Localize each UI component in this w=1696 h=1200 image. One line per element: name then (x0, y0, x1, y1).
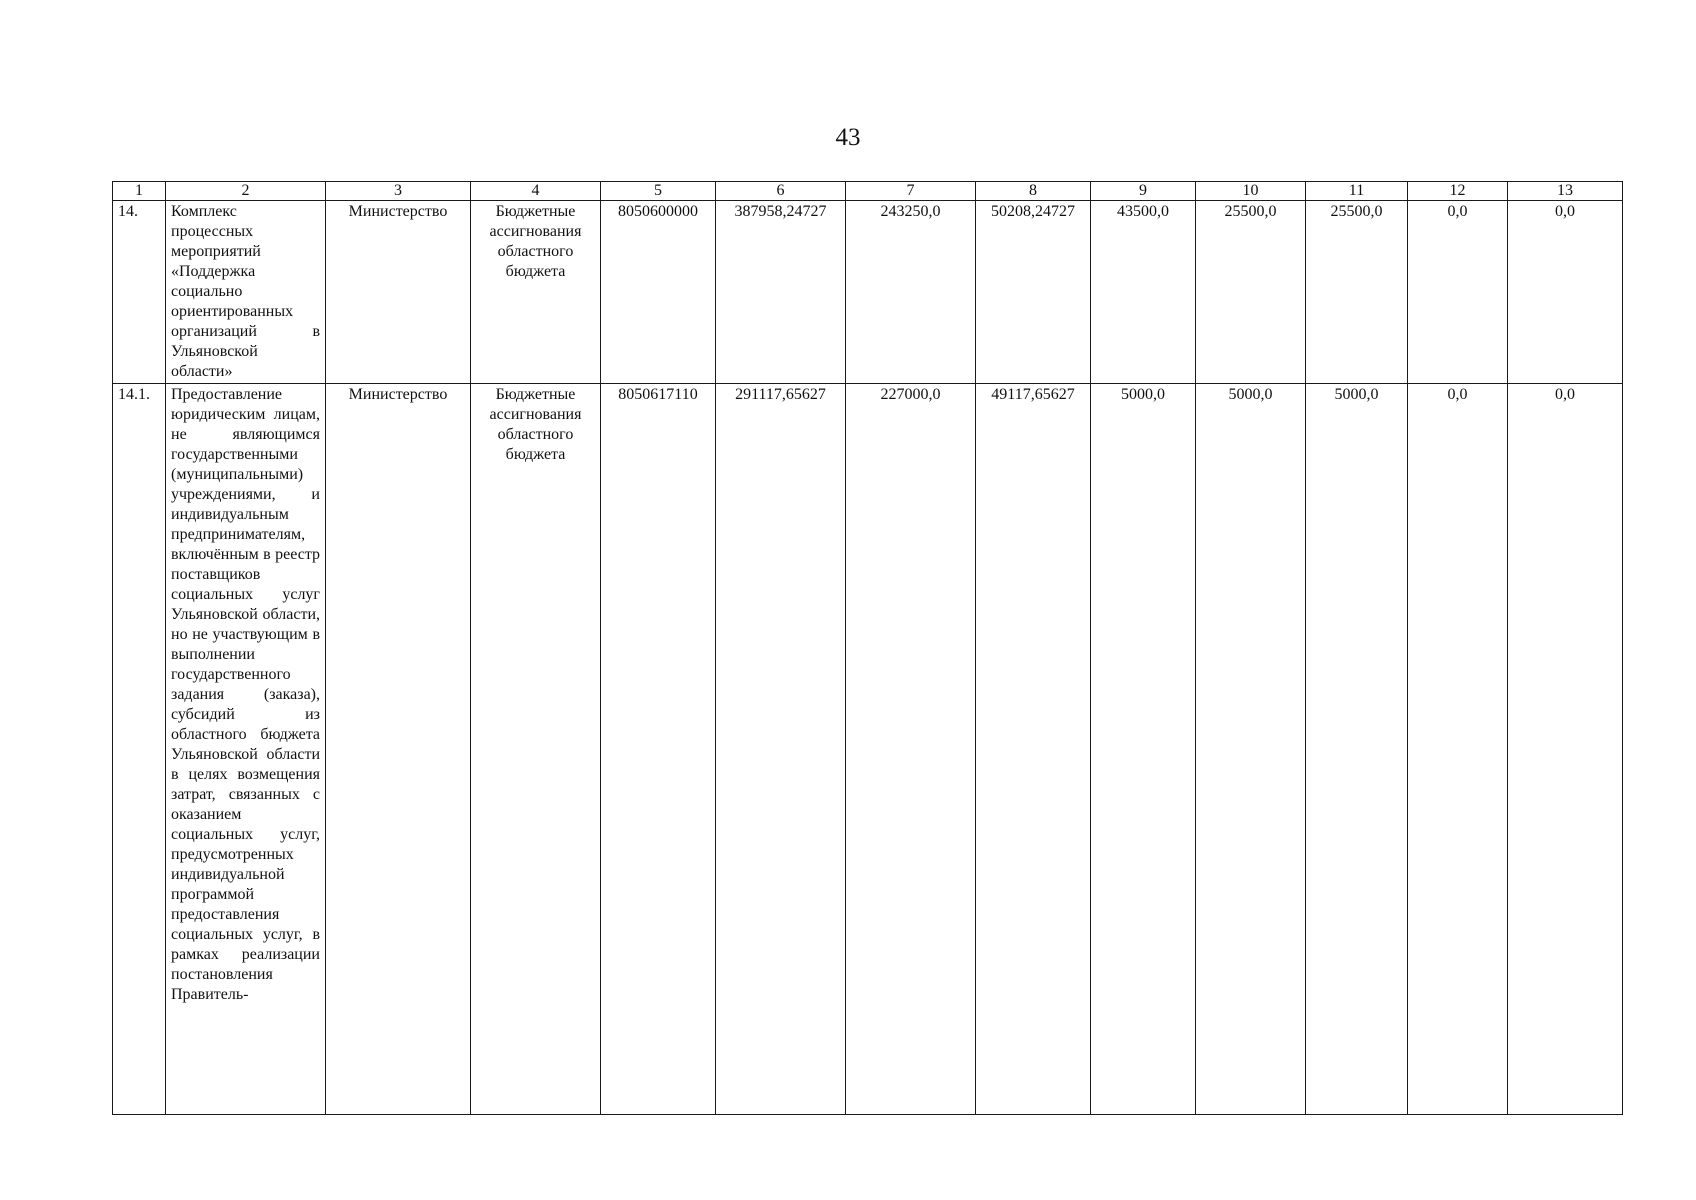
description-text: Комплекс процессных мероприятий «Поддержка социально ориентированных организаций в Ульяновской области» (171, 203, 320, 380)
row-total: 387958,24727 (716, 201, 846, 384)
row-value-col8: 49117,65627 (976, 384, 1091, 1115)
row-value-col11: 5000,0 (1306, 384, 1408, 1115)
col-header-2: 2 (166, 182, 326, 201)
col-header-9: 9 (1091, 182, 1196, 201)
col-header-11: 11 (1306, 182, 1408, 201)
header-row (113, 182, 1623, 201)
description-text: Предоставление юридическим лицам, не являющимся государственными (муниципальными) учреждениями, и индивидуальным предпринимателям, включённым в реестр поставщиков социальных услуг Ульяновской области, но не участвующим в выполнении государственного задания (заказа), субсидий из областного бюджета Ульяновской области в целях возмещения затрат, связанных с оказанием социальных услуг, предусмотренных индивидуальной программой предоставления социальных услуг, в рамках реализации постановления Правитель- (171, 386, 320, 1003)
row-code: 8050617110 (601, 384, 716, 1115)
col-header-7: 7 (846, 182, 976, 201)
col-header-3: 3 (326, 182, 471, 201)
row-value-col10: 25500,0 (1196, 201, 1306, 384)
row-executor: Министерство (326, 384, 471, 1115)
col-header-5: 5 (601, 182, 716, 201)
col-header-13: 13 (1508, 182, 1623, 201)
page-number: 43 (835, 124, 861, 151)
row-total: 291117,65627 (716, 384, 846, 1115)
col-header-1: 1 (113, 182, 166, 201)
row-description (166, 201, 326, 384)
row-description (166, 384, 326, 1115)
row-number: 14. (113, 201, 166, 384)
row-code: 8050600000 (601, 201, 716, 384)
row-value-col7: 227000,0 (846, 384, 976, 1115)
col-header-6: 6 (716, 182, 846, 201)
row-executor: Министерство (326, 201, 471, 384)
row-value-col9: 5000,0 (1091, 384, 1196, 1115)
col-header-10: 10 (1196, 182, 1306, 201)
col-header-8: 8 (976, 182, 1091, 201)
row-number: 14.1. (113, 384, 166, 1115)
row-value-col7: 243250,0 (846, 201, 976, 384)
table-row (113, 201, 1623, 384)
row-value-col13: 0,0 (1508, 201, 1623, 384)
row-value-col12: 0,0 (1408, 201, 1508, 384)
row-value-col8: 50208,24727 (976, 201, 1091, 384)
row-source: Бюджетные ассигнования областного бюджета (471, 384, 601, 1115)
row-source: Бюджетные ассигнования областного бюджета (471, 201, 601, 384)
col-header-12: 12 (1408, 182, 1508, 201)
table-row (113, 384, 1623, 1115)
row-value-col12: 0,0 (1408, 384, 1508, 1115)
row-value-col9: 43500,0 (1091, 201, 1196, 384)
budget-table (112, 181, 1623, 1115)
row-value-col11: 25500,0 (1306, 201, 1408, 384)
col-header-4: 4 (471, 182, 601, 201)
row-value-col13: 0,0 (1508, 384, 1623, 1115)
row-value-col10: 5000,0 (1196, 384, 1306, 1115)
